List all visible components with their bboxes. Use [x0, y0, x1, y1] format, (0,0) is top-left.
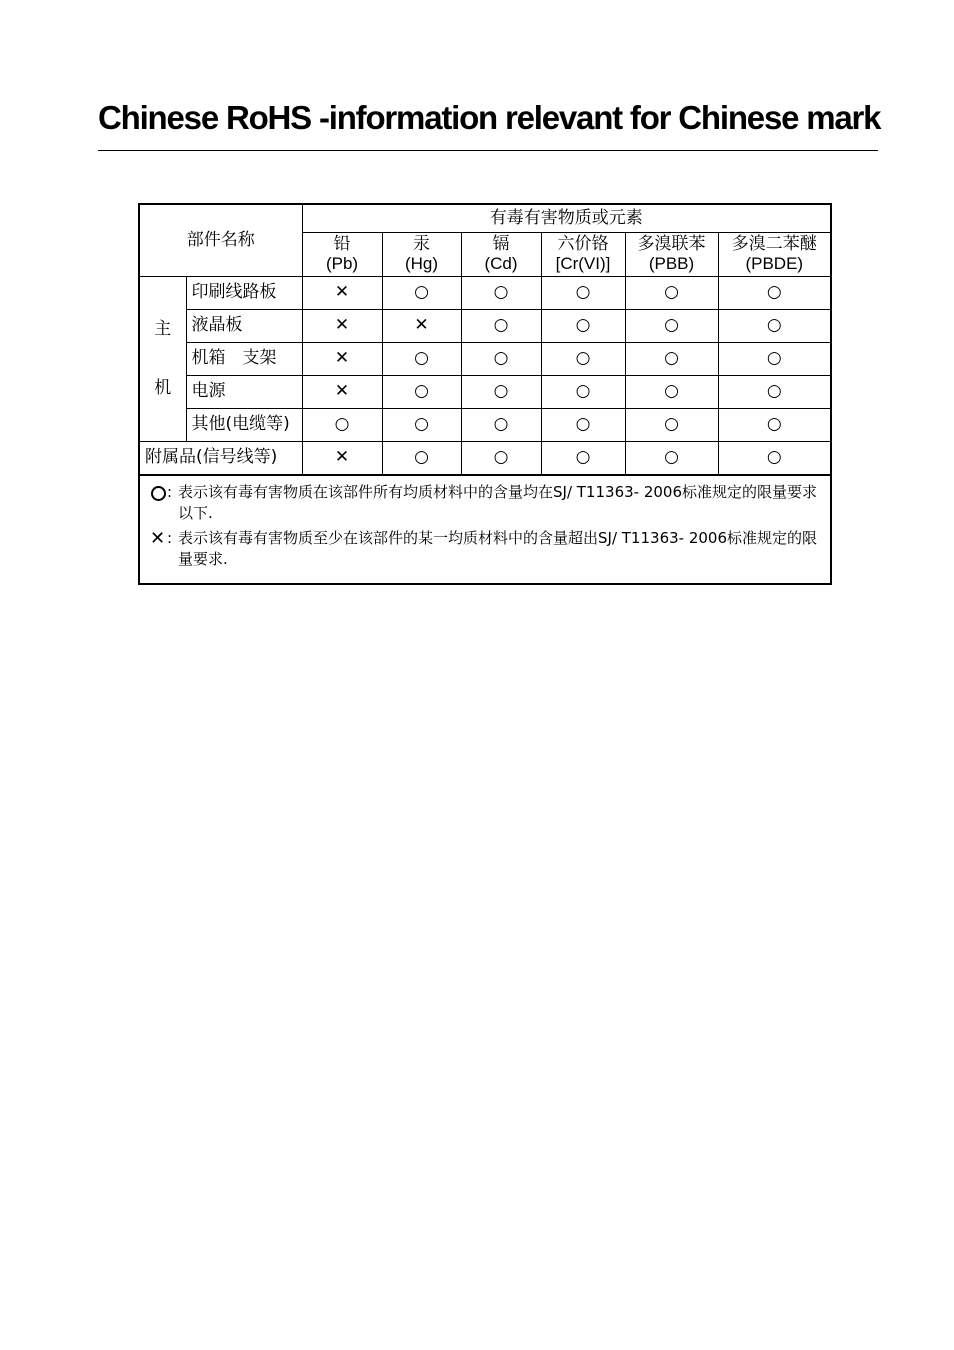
- rohs-table: [140, 205, 830, 475]
- note-colon: :: [167, 482, 173, 501]
- value-cell: ✕: [302, 375, 382, 408]
- substance-header: [625, 232, 718, 276]
- table-row: [140, 276, 830, 309]
- substance-name: 铅: [333, 234, 351, 254]
- part-name-header: 部件名称: [140, 205, 302, 276]
- legend-notes: [140, 475, 830, 570]
- value-cell: ○: [461, 408, 541, 441]
- substance-header: [302, 232, 382, 276]
- value-cell: ○: [718, 309, 830, 342]
- value-cell: ○: [625, 441, 718, 474]
- value-cell: ✕: [302, 309, 382, 342]
- main-unit-label-2: 机: [154, 377, 172, 398]
- value-cell: ○: [718, 276, 830, 309]
- value-cell: ○: [382, 375, 461, 408]
- value-cell: ○: [625, 309, 718, 342]
- value-cell: ○: [541, 441, 625, 474]
- value-cell: ○: [718, 408, 830, 441]
- table-row: [140, 375, 830, 408]
- value-cell: ○: [541, 408, 625, 441]
- note-colon: :: [167, 528, 173, 547]
- part-name-cell: 印刷线路板: [186, 276, 302, 309]
- page-title: Chinese RoHS -information relevant for Chinese mark: [98, 99, 881, 136]
- cross-icon: ✕: [150, 527, 166, 549]
- main-unit-label: [140, 276, 186, 441]
- substance-name: 镉: [492, 234, 510, 254]
- value-cell: ○: [382, 408, 461, 441]
- legend-note-compliant: [150, 482, 820, 524]
- circle-icon: [151, 486, 166, 501]
- substance-header: [382, 232, 461, 276]
- value-cell: ○: [625, 276, 718, 309]
- part-name-cell: 机箱 支架: [186, 342, 302, 375]
- value-cell: ○: [461, 309, 541, 342]
- substance-header: [541, 232, 625, 276]
- legend-note-text: 表示该有毒有害物质至少在该部件的某一均质材料中的含量超出SJ/ T11363- 2006标准规定的限量要求.: [178, 528, 818, 568]
- substance-header: [718, 232, 830, 276]
- value-cell: ○: [541, 375, 625, 408]
- value-cell: ✕: [302, 441, 382, 474]
- table-row: [140, 408, 830, 441]
- value-cell: ○: [625, 408, 718, 441]
- value-cell: ○: [461, 342, 541, 375]
- part-name-cell: 电源: [186, 375, 302, 408]
- substance-symbol: (PBDE): [745, 254, 804, 273]
- substance-name: 六价铬: [557, 234, 609, 254]
- value-cell: ○: [382, 342, 461, 375]
- value-cell: ✕: [302, 276, 382, 309]
- value-cell: ○: [382, 276, 461, 309]
- part-name-cell: 其他(电缆等): [186, 408, 302, 441]
- substance-name: 多溴二苯醚: [731, 234, 817, 254]
- substance-name: 汞: [413, 234, 430, 254]
- table-row: [140, 309, 830, 342]
- legend-note-exceeds: [150, 528, 820, 570]
- value-cell: ○: [302, 408, 382, 441]
- substance-symbol: [Cr(VI)]: [555, 254, 611, 273]
- value-cell: ○: [461, 276, 541, 309]
- table-row: [140, 441, 830, 474]
- value-cell: ○: [382, 441, 461, 474]
- value-cell: ○: [718, 342, 830, 375]
- value-cell: ✕: [382, 309, 461, 342]
- value-cell: ○: [718, 375, 830, 408]
- value-cell: ○: [625, 342, 718, 375]
- value-cell: ○: [541, 309, 625, 342]
- rohs-table-box: [138, 203, 832, 585]
- value-cell: ✕: [302, 342, 382, 375]
- value-cell: ○: [625, 375, 718, 408]
- substance-symbol: (Cd): [484, 254, 518, 273]
- substance-header: [461, 232, 541, 276]
- part-name-cell: 液晶板: [186, 309, 302, 342]
- main-unit-label-1: 主: [154, 318, 172, 339]
- value-cell: ○: [461, 375, 541, 408]
- value-cell: ○: [718, 441, 830, 474]
- title-divider: [98, 150, 878, 151]
- value-cell: ○: [541, 342, 625, 375]
- substance-symbol: (Hg): [404, 254, 439, 273]
- table-row: [140, 342, 830, 375]
- substance-symbol: (PBB): [648, 254, 695, 273]
- hazard-header: 有毒有害物质或元素: [302, 205, 830, 232]
- substance-symbol: (Pb): [325, 254, 359, 273]
- legend-note-text: 表示该有毒有害物质在该部件所有均质材料中的含量均在SJ/ T11363- 2006标准规定的限量要求以下.: [178, 482, 818, 522]
- value-cell: ○: [541, 276, 625, 309]
- substance-name: 多溴联苯: [637, 234, 706, 254]
- accessory-part-cell: 附属品(信号线等): [140, 441, 302, 474]
- value-cell: ○: [461, 441, 541, 474]
